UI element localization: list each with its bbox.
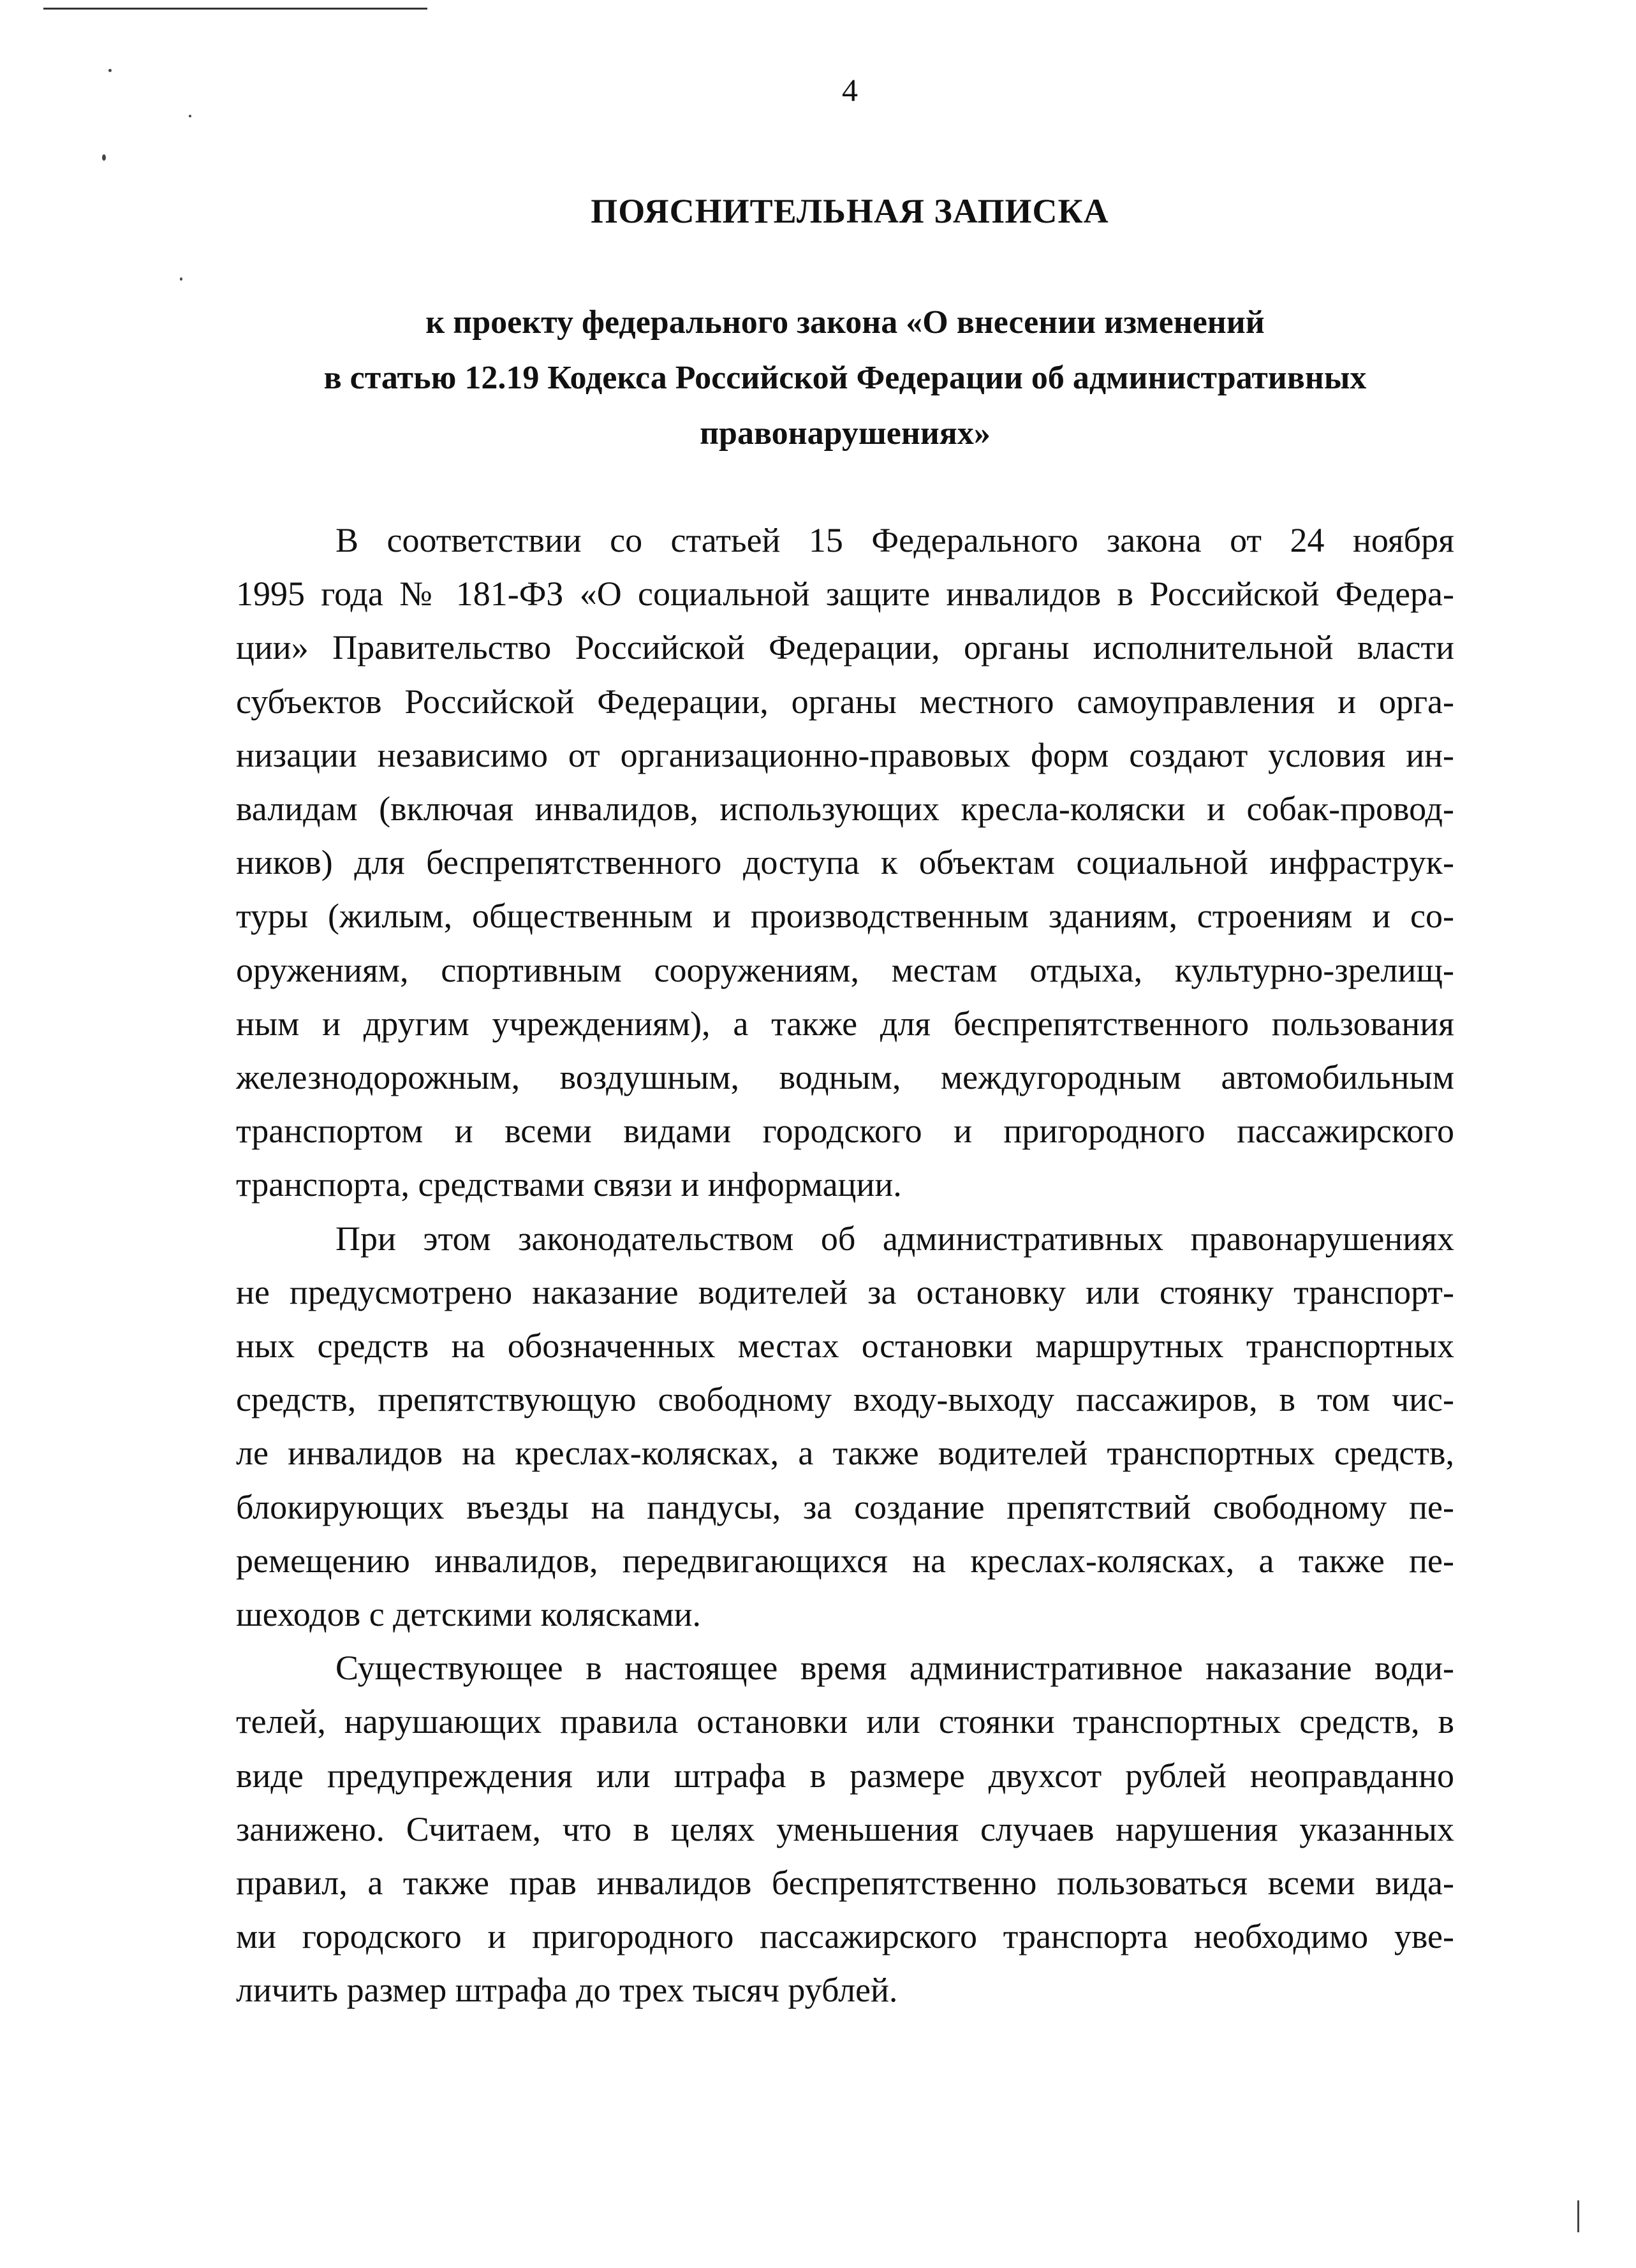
scan-speck — [1577, 2200, 1579, 2232]
text-line: шеходов с детскими колясками. — [236, 1595, 702, 1634]
text-line: низации независимо от организационно-правовых форм создают условия ин- — [236, 735, 1454, 774]
text-line: В соответствии со статьей 15 Федерального закона от 24 ноября — [335, 521, 1454, 559]
text-line: 1995 года № 181-ФЗ «О социальной защите инвалидов в Российской Федера- — [236, 575, 1454, 614]
text-line: правил, а также прав инвалидов беспрепятственно пользоваться всеми вида- — [236, 1864, 1454, 1903]
scan-speck — [189, 115, 191, 117]
text-line: транспортом и всеми видами городского и пригородного пассажирского — [236, 1112, 1454, 1151]
scan-speck — [180, 277, 182, 281]
text-line: железнодорожным, воздушным, водным, междугородным автомобильным — [236, 1058, 1454, 1097]
text-line: ным и другим учреждениям), а также для беспрепятственного пользования — [236, 1004, 1454, 1043]
document-title: ПОЯСНИТЕЛЬНАЯ ЗАПИСКА — [591, 192, 1109, 230]
text-line: валидам (включая инвалидов, использующих кресла-коляски и собак-провод- — [236, 790, 1454, 828]
text-line: ных средств на обозначенных местах остановки маршрутных транспортных — [236, 1327, 1454, 1366]
text-line: субъектов Российской Федерации, органы местного самоуправления и орга- — [236, 682, 1454, 721]
text-line: не предусмотрено наказание водителей за остановку или стоянку транспорт- — [236, 1272, 1454, 1311]
text-line: телей, нарушающих правила остановки или стоянки транспортных средств, в — [236, 1702, 1454, 1741]
subtitle-line: к проекту федерального закона «О внесении изменений — [425, 304, 1265, 341]
text-line: ми городского и пригородного пассажирского транспорта необходимо уве- — [236, 1917, 1454, 1956]
paragraph — [236, 1641, 1454, 2017]
text-line: блокирующих въезды на пандусы, за создание препятствий свободному пе- — [236, 1487, 1454, 1526]
text-line: средств, препятствующую свободному входу-выходу пассажиров, в том чис- — [236, 1380, 1454, 1419]
text-line: ции» Правительство Российской Федерации, органы исполнительной власти — [236, 628, 1454, 667]
paragraph — [236, 513, 1454, 1212]
scan-border-line — [43, 8, 427, 10]
text-line: ников) для беспрепятственного доступа к объектам социальной инфраструк- — [236, 843, 1454, 882]
text-line: ле инвалидов на креслах-колясках, а также водителей транспортных средств, — [236, 1434, 1454, 1473]
text-line: личить размер штрафа до трех тысяч рублей. — [236, 1971, 898, 2010]
subtitle-line: правонарушениях» — [700, 415, 991, 452]
text-line: ремещению инвалидов, передвигающихся на креслах-колясках, а также пе- — [236, 1541, 1454, 1580]
text-line: Существующее в настоящее время административное наказание води- — [335, 1649, 1454, 1688]
text-line: виде предупреждения или штрафа в размере двухсот рублей неоправданно — [236, 1756, 1454, 1795]
document-body — [236, 513, 1454, 2017]
paragraph — [236, 1212, 1454, 1642]
text-line: туры (жилым, общественным и производственным зданиям, строениям и со- — [236, 897, 1454, 936]
page-number: 4 — [842, 72, 858, 108]
text-line: оружениям, спортивным сооружениям, местам отдыха, культурно-зрелищ- — [236, 950, 1454, 989]
document-subtitle — [236, 295, 1454, 461]
text-line: При этом законодательством об административных правонарушениях — [335, 1219, 1454, 1258]
text-line: транспорта, средствами связи и информации. — [236, 1165, 902, 1204]
scan-speck — [102, 154, 106, 161]
text-line: занижено. Считаем, что в целях уменьшения случаев нарушения указанных — [236, 1809, 1454, 1848]
subtitle-line: в статью 12.19 Кодекса Российской Федерации об административных — [323, 360, 1367, 396]
